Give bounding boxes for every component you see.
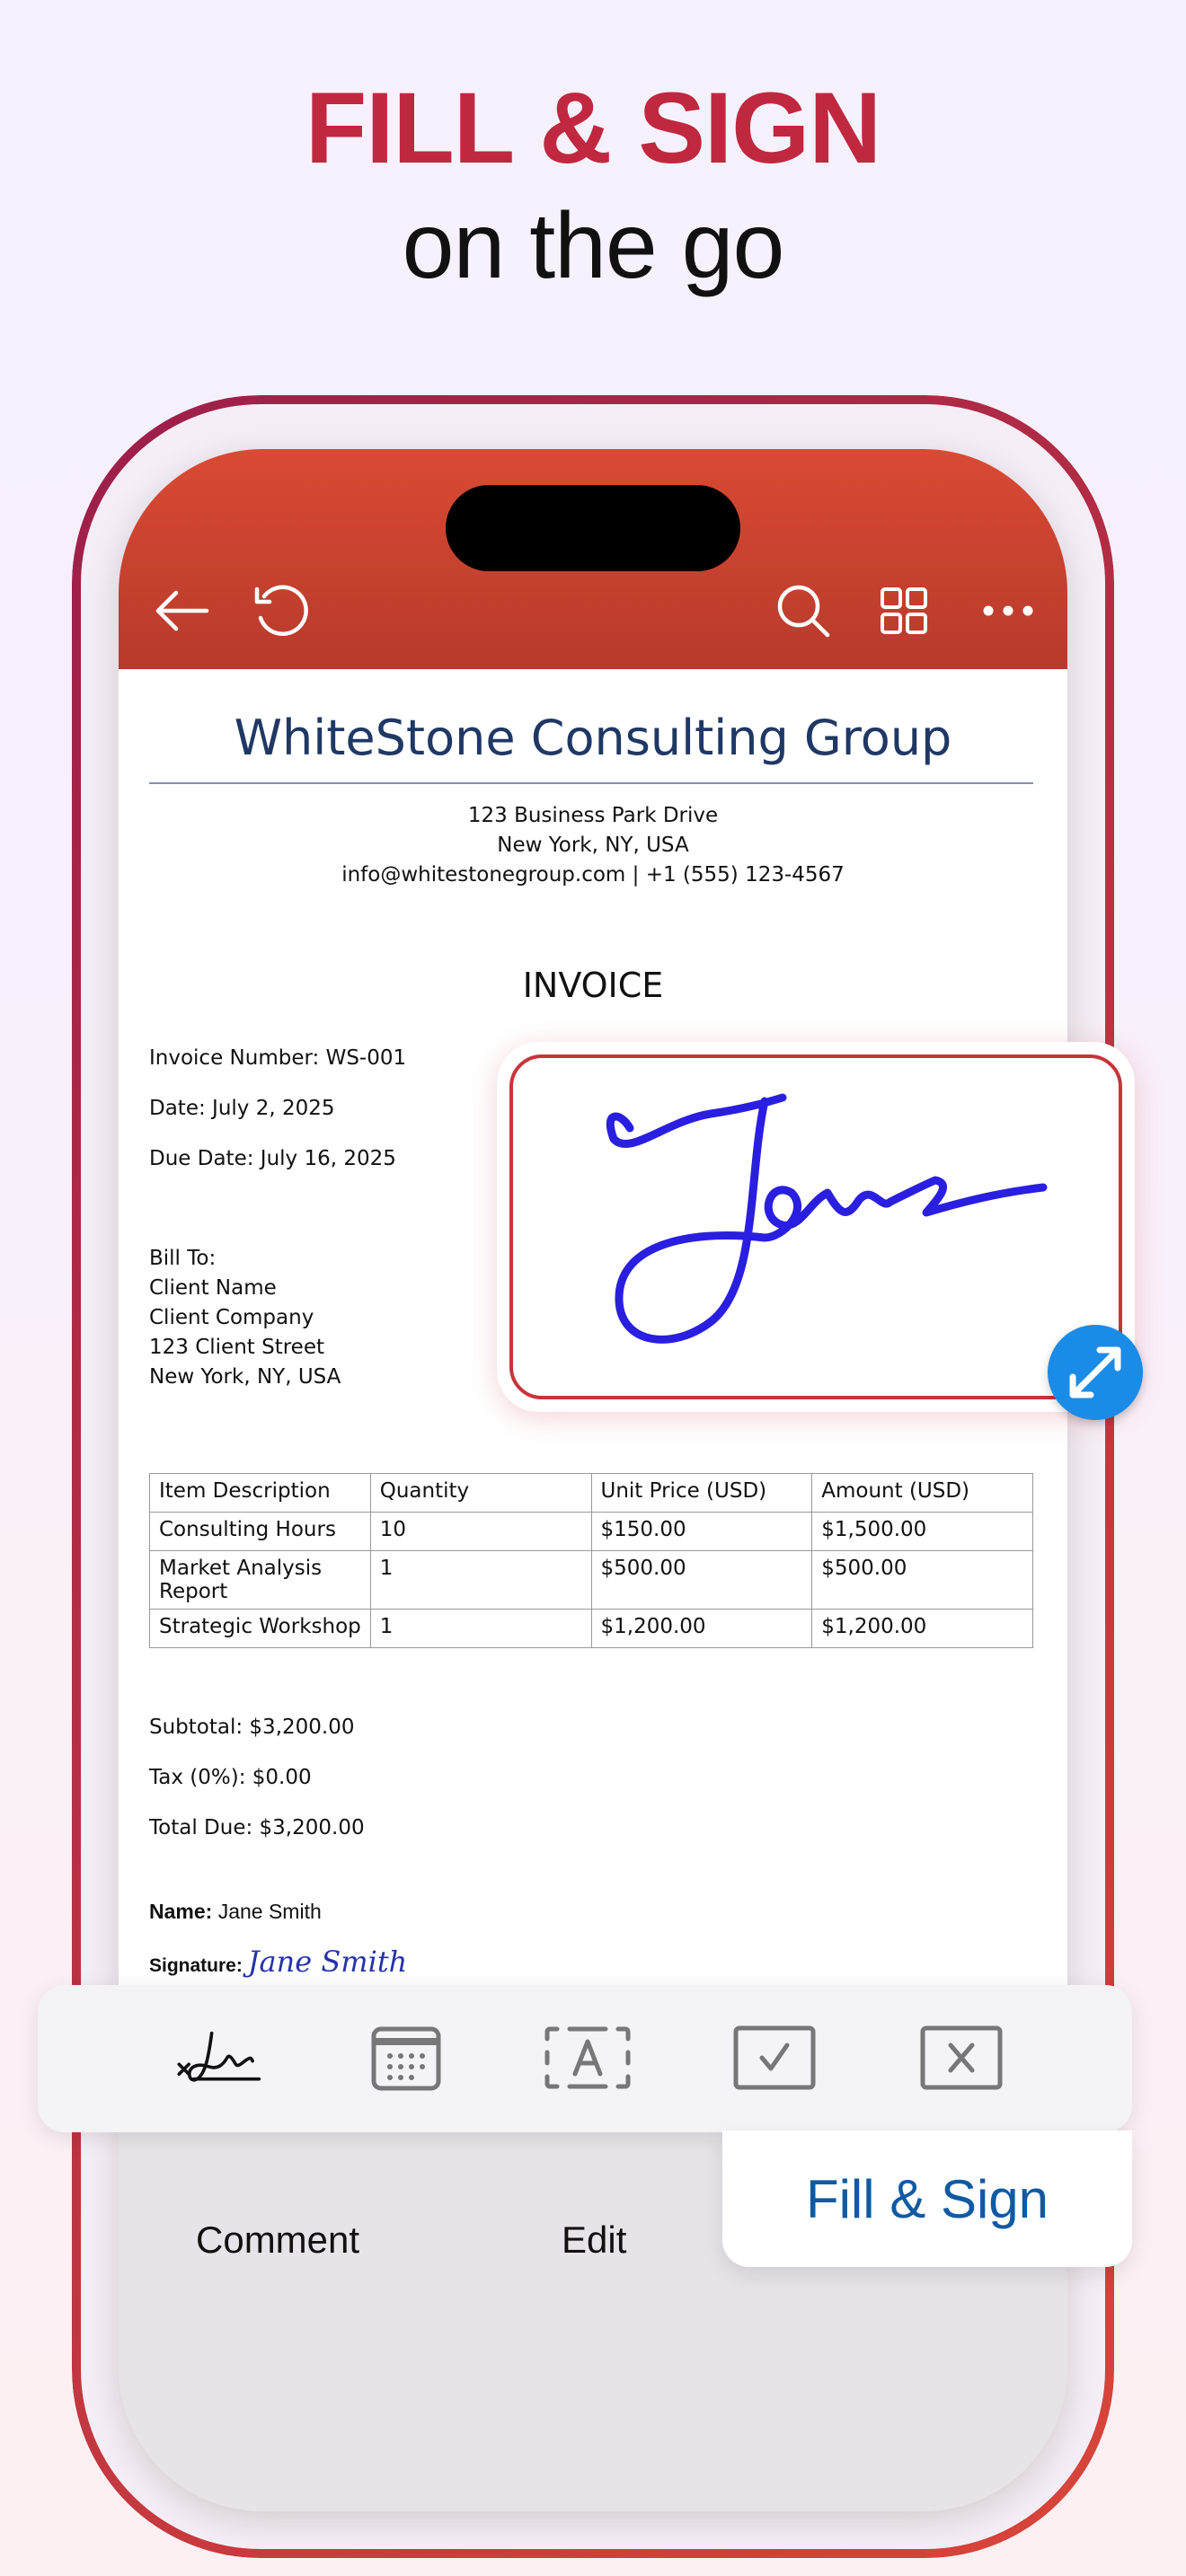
table-cell: $1,200.00 <box>812 1610 1033 1648</box>
signature-canvas[interactable] <box>509 1054 1122 1399</box>
title-divider <box>149 782 1033 784</box>
text-tool[interactable] <box>543 2019 633 2096</box>
contact-line: info@whitestonegroup.com | +1 (555) 123-4567 <box>341 863 845 887</box>
invoice-date: Date: July 2, 2025 <box>149 1097 335 1120</box>
back-arrow-icon[interactable] <box>146 575 217 647</box>
items-table <box>149 1473 1033 1648</box>
table-cell: Strategic Workshop <box>150 1610 371 1648</box>
checkmark-tool[interactable] <box>730 2019 819 2096</box>
tab-edit[interactable]: Edit <box>562 2219 627 2261</box>
checkmark-icon <box>733 2025 816 2090</box>
resize-handle[interactable] <box>1048 1325 1143 1420</box>
table-header-cell: Unit Price (USD) <box>591 1474 812 1513</box>
table-cell: $500.00 <box>812 1551 1033 1610</box>
tax: Tax (0%): $0.00 <box>149 1766 312 1789</box>
undo-icon[interactable] <box>244 575 316 647</box>
bill-to-line: Client Name <box>149 1276 277 1300</box>
table-cell: $150.00 <box>591 1513 812 1551</box>
date-tool[interactable] <box>361 2019 451 2096</box>
table-cell: 1 <box>370 1610 591 1648</box>
table-cell: Consulting Hours <box>150 1513 371 1551</box>
bill-to-heading: Bill To: <box>149 1247 217 1270</box>
cross-icon <box>920 2025 1003 2090</box>
address-line: New York, NY, USA <box>497 834 689 857</box>
dynamic-island <box>446 485 740 571</box>
name-row <box>149 1900 322 1924</box>
due-date: Due Date: July 16, 2025 <box>149 1147 396 1170</box>
table-cell: $500.00 <box>591 1551 812 1610</box>
company-name: WhiteStone Consulting Group <box>234 710 952 766</box>
signature-label: Signature: <box>149 1955 243 1976</box>
table-row <box>150 1610 1033 1648</box>
app-toolbar <box>119 449 1067 669</box>
table-cell: 10 <box>370 1513 591 1551</box>
total-due: Total Due: $3,200.00 <box>149 1816 365 1839</box>
headline-subtitle: on the go <box>402 194 784 298</box>
cross-tool[interactable] <box>916 2019 1006 2096</box>
signature-icon <box>173 2022 262 2094</box>
calendar-icon <box>370 2022 442 2094</box>
invoice-heading: INVOICE <box>522 966 664 1005</box>
table-cell: $1,200.00 <box>591 1610 812 1648</box>
table-cell: $1,500.00 <box>812 1513 1033 1551</box>
bill-to-line: New York, NY, USA <box>149 1365 341 1389</box>
bill-to-line: Client Company <box>149 1306 314 1329</box>
grid-view-icon[interactable] <box>868 575 940 647</box>
more-options-icon[interactable] <box>972 575 1044 647</box>
table-header-cell: Quantity <box>370 1474 591 1513</box>
invoice-number: Invoice Number: WS-001 <box>149 1046 407 1070</box>
search-icon[interactable] <box>767 575 839 647</box>
bill-to-line: 123 Client Street <box>149 1336 324 1359</box>
table-header-cell: Item Description <box>150 1474 371 1513</box>
resize-arrows-icon <box>1066 1343 1125 1402</box>
signature-tool[interactable] <box>173 2019 262 2096</box>
signature-popup[interactable] <box>497 1042 1135 1412</box>
address-line: 123 Business Park Drive <box>467 804 719 827</box>
name-label: Name: <box>149 1900 213 1923</box>
subtotal: Subtotal: $3,200.00 <box>149 1716 355 1739</box>
table-row <box>150 1513 1033 1551</box>
table-header-cell: Amount (USD) <box>812 1474 1033 1513</box>
fill-sign-toolbar <box>38 1985 1132 2132</box>
table-row <box>150 1551 1033 1610</box>
table-cell: 1 <box>370 1551 591 1610</box>
table-cell: Market Analysis Report <box>150 1551 371 1610</box>
handwritten-signature <box>513 1058 1119 1396</box>
text-field-icon <box>544 2025 631 2090</box>
name-value[interactable]: Jane Smith <box>217 1900 322 1923</box>
signature-row <box>149 1945 407 1979</box>
headline-title: FILL & SIGN <box>305 72 881 184</box>
signature-value[interactable]: Jane Smith <box>247 1945 408 1979</box>
table-header-row <box>150 1474 1033 1513</box>
tab-fill-sign[interactable]: Fill & Sign <box>722 2130 1132 2267</box>
tab-comment[interactable]: Comment <box>196 2219 360 2261</box>
